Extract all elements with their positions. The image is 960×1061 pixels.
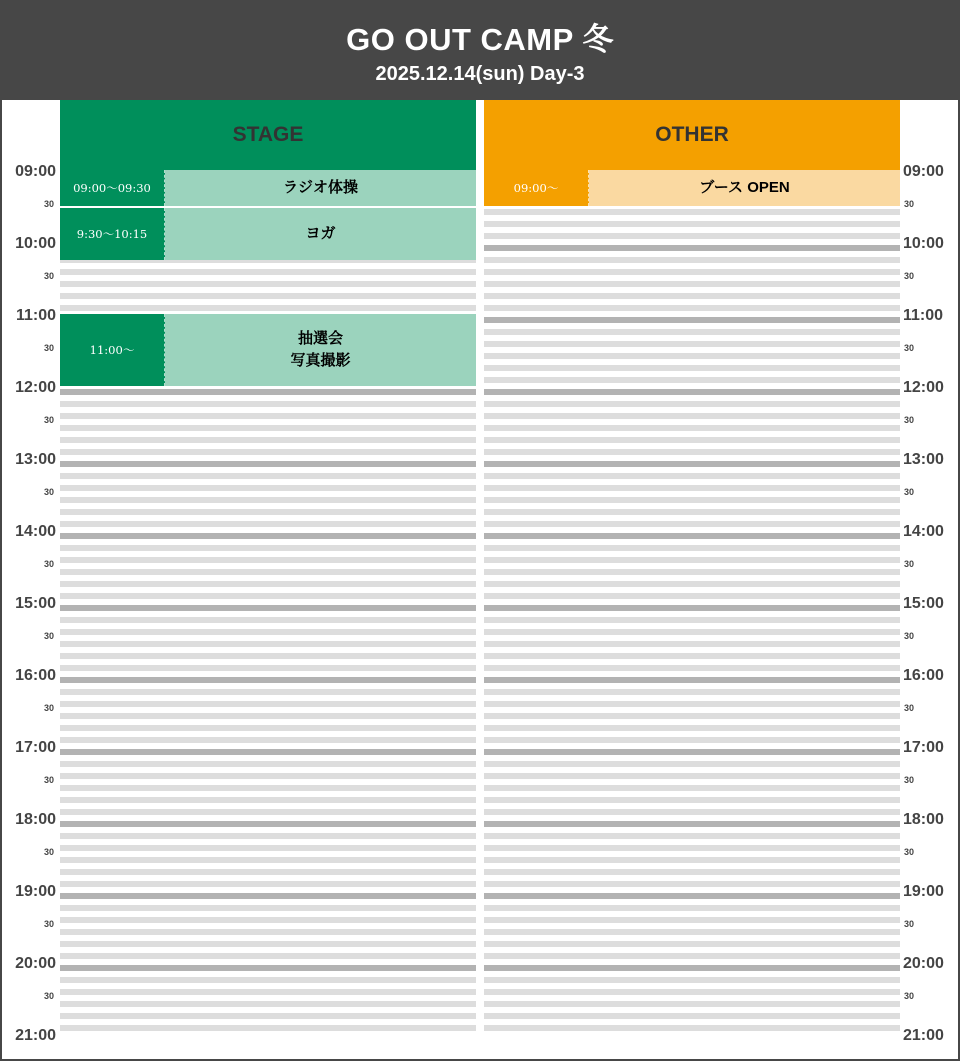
event-block[interactable] bbox=[60, 170, 476, 206]
hour-label: 17:00 bbox=[15, 739, 56, 756]
gridline bbox=[484, 869, 900, 875]
gridline bbox=[60, 785, 476, 791]
half-hour-label: 30 bbox=[43, 703, 54, 713]
gridline bbox=[60, 485, 476, 491]
event-title bbox=[165, 314, 476, 386]
gridline bbox=[484, 509, 900, 515]
half-hour-label: 30 bbox=[43, 991, 54, 1001]
half-hour-label: 30 bbox=[904, 703, 915, 713]
gridline bbox=[484, 437, 900, 443]
gridline bbox=[484, 701, 900, 707]
hour-label: 21:00 bbox=[903, 1027, 944, 1044]
gridline bbox=[484, 1025, 900, 1031]
stage-timeline-grid bbox=[60, 170, 476, 1033]
half-hour-label: 30 bbox=[904, 847, 915, 857]
half-hour-label: 30 bbox=[43, 271, 54, 281]
gridline bbox=[60, 629, 476, 635]
gridline bbox=[484, 473, 900, 479]
event-title-line: ラジオ体操 bbox=[282, 179, 358, 196]
hour-gridline bbox=[60, 461, 476, 467]
half-hour-label: 30 bbox=[43, 199, 54, 209]
hour-label: 15:00 bbox=[15, 595, 56, 612]
gridline bbox=[484, 953, 900, 959]
gridline bbox=[484, 449, 900, 455]
other-column-header: OTHER bbox=[484, 100, 900, 170]
gridline bbox=[60, 929, 476, 935]
gridline bbox=[60, 413, 476, 419]
half-hour-label: 30 bbox=[904, 271, 915, 281]
gridline bbox=[60, 521, 476, 527]
gridline bbox=[60, 917, 476, 923]
gridline bbox=[484, 413, 900, 419]
half-hour-label: 30 bbox=[43, 847, 54, 857]
gridline bbox=[60, 557, 476, 563]
half-hour-label: 30 bbox=[904, 631, 915, 641]
gridline bbox=[484, 857, 900, 863]
hour-gridline bbox=[484, 965, 900, 971]
gridline bbox=[60, 797, 476, 803]
gridline bbox=[484, 665, 900, 671]
gridline bbox=[484, 989, 900, 995]
hour-gridline bbox=[484, 749, 900, 755]
gridline bbox=[484, 809, 900, 815]
hour-label: 10:00 bbox=[903, 235, 944, 252]
gridline bbox=[60, 497, 476, 503]
gridline bbox=[484, 641, 900, 647]
event-time: 09:00〜 bbox=[484, 170, 589, 206]
event-block[interactable] bbox=[60, 208, 476, 260]
gridline bbox=[484, 845, 900, 851]
hour-label: 09:00 bbox=[903, 163, 944, 180]
hour-label: 13:00 bbox=[903, 451, 944, 468]
gridline bbox=[60, 1013, 476, 1019]
gridline bbox=[484, 365, 900, 371]
gridline bbox=[484, 773, 900, 779]
gridline bbox=[60, 905, 476, 911]
gridline bbox=[60, 1025, 476, 1031]
gridline bbox=[60, 701, 476, 707]
hour-gridline bbox=[60, 533, 476, 539]
gridline bbox=[60, 845, 476, 851]
gridline bbox=[484, 653, 900, 659]
gridline bbox=[484, 233, 900, 239]
gridline bbox=[60, 761, 476, 767]
gridline bbox=[484, 281, 900, 287]
gridline bbox=[484, 1001, 900, 1007]
gridline bbox=[60, 305, 476, 311]
gridline bbox=[484, 257, 900, 263]
hour-label: 19:00 bbox=[903, 883, 944, 900]
time-axis-left bbox=[0, 0, 58, 1061]
gridline bbox=[484, 557, 900, 563]
gridline bbox=[484, 737, 900, 743]
event-time: 9:30〜10:15 bbox=[60, 208, 165, 260]
hour-gridline bbox=[60, 389, 476, 395]
gridline bbox=[60, 713, 476, 719]
event-title bbox=[165, 170, 476, 206]
hour-label: 10:00 bbox=[15, 235, 56, 252]
page-date: 2025.12.14(sun) Day-3 bbox=[375, 63, 585, 85]
gridline bbox=[60, 509, 476, 515]
hour-label: 12:00 bbox=[903, 379, 944, 396]
hour-label: 11:00 bbox=[903, 307, 944, 324]
gridline bbox=[60, 593, 476, 599]
gridline bbox=[484, 485, 900, 491]
hour-label: 18:00 bbox=[15, 811, 56, 828]
gridline bbox=[484, 293, 900, 299]
hour-gridline bbox=[484, 245, 900, 251]
hour-gridline bbox=[60, 605, 476, 611]
gridline bbox=[60, 641, 476, 647]
event-title-line: 抽選会 bbox=[297, 330, 343, 347]
half-hour-label: 30 bbox=[43, 415, 54, 425]
event-block[interactable] bbox=[60, 314, 476, 386]
hour-label: 12:00 bbox=[15, 379, 56, 396]
event-time: 11:00〜 bbox=[60, 314, 165, 386]
stage-column-header: STAGE bbox=[60, 100, 476, 170]
hour-gridline bbox=[484, 677, 900, 683]
gridline bbox=[60, 953, 476, 959]
half-hour-label: 30 bbox=[43, 775, 54, 785]
gridline bbox=[60, 569, 476, 575]
hour-label: 16:00 bbox=[15, 667, 56, 684]
half-hour-label: 30 bbox=[904, 343, 915, 353]
gridline bbox=[60, 941, 476, 947]
half-hour-label: 30 bbox=[43, 631, 54, 641]
gridline bbox=[484, 305, 900, 311]
gridline bbox=[484, 833, 900, 839]
gridline bbox=[60, 293, 476, 299]
gridline bbox=[484, 917, 900, 923]
half-hour-label: 30 bbox=[43, 343, 54, 353]
half-hour-label: 30 bbox=[43, 559, 54, 569]
gridline bbox=[60, 977, 476, 983]
gridline bbox=[484, 581, 900, 587]
hour-label: 19:00 bbox=[15, 883, 56, 900]
gridline bbox=[484, 785, 900, 791]
hour-gridline bbox=[484, 461, 900, 467]
gridline bbox=[484, 713, 900, 719]
event-block[interactable] bbox=[484, 170, 900, 206]
gridline bbox=[60, 281, 476, 287]
gridline bbox=[484, 929, 900, 935]
gridline bbox=[484, 725, 900, 731]
hour-label: 11:00 bbox=[15, 307, 56, 324]
hour-gridline bbox=[484, 533, 900, 539]
event-title-line: 写真撮影 bbox=[290, 352, 351, 369]
event-time: 09:00〜09:30 bbox=[60, 170, 165, 206]
gridline bbox=[484, 269, 900, 275]
page-title: GO OUT CAMP 冬 bbox=[346, 22, 614, 57]
gridline bbox=[60, 473, 476, 479]
hour-gridline bbox=[484, 317, 900, 323]
gridline bbox=[484, 629, 900, 635]
gridline bbox=[60, 437, 476, 443]
event-title bbox=[165, 208, 476, 260]
gridline bbox=[60, 425, 476, 431]
gridline bbox=[484, 881, 900, 887]
hour-gridline bbox=[484, 821, 900, 827]
hour-label: 18:00 bbox=[903, 811, 944, 828]
hour-gridline bbox=[484, 389, 900, 395]
event-title-line: ヨガ bbox=[305, 225, 336, 242]
gridline bbox=[60, 449, 476, 455]
stage-column bbox=[60, 100, 476, 1033]
hour-label: 21:00 bbox=[15, 1027, 56, 1044]
hour-label: 16:00 bbox=[903, 667, 944, 684]
hour-label: 20:00 bbox=[903, 955, 944, 972]
gridline bbox=[60, 653, 476, 659]
gridline bbox=[484, 569, 900, 575]
gridline bbox=[484, 941, 900, 947]
gridline bbox=[60, 269, 476, 275]
hour-gridline bbox=[484, 893, 900, 899]
hour-gridline bbox=[60, 965, 476, 971]
hour-gridline bbox=[60, 893, 476, 899]
gridline bbox=[484, 905, 900, 911]
hour-gridline bbox=[484, 605, 900, 611]
gridline bbox=[484, 377, 900, 383]
hour-label: 13:00 bbox=[15, 451, 56, 468]
other-timeline-grid bbox=[484, 170, 900, 1033]
gridline bbox=[484, 593, 900, 599]
event-title-line: ブース OPEN bbox=[699, 179, 790, 196]
half-hour-label: 30 bbox=[904, 919, 915, 929]
hour-gridline bbox=[60, 677, 476, 683]
hour-label: 14:00 bbox=[15, 523, 56, 540]
gridline bbox=[484, 617, 900, 623]
hour-gridline bbox=[60, 749, 476, 755]
other-column bbox=[484, 100, 900, 1033]
hour-label: 17:00 bbox=[903, 739, 944, 756]
gridline bbox=[60, 833, 476, 839]
gridline bbox=[484, 1013, 900, 1019]
gridline bbox=[60, 401, 476, 407]
gridline bbox=[484, 329, 900, 335]
half-hour-label: 30 bbox=[904, 415, 915, 425]
gridline bbox=[484, 341, 900, 347]
gridline bbox=[60, 857, 476, 863]
half-hour-label: 30 bbox=[904, 991, 915, 1001]
gridline bbox=[60, 881, 476, 887]
gridline bbox=[60, 989, 476, 995]
gridline bbox=[484, 521, 900, 527]
half-hour-label: 30 bbox=[904, 559, 915, 569]
hour-label: 15:00 bbox=[903, 595, 944, 612]
gridline bbox=[484, 353, 900, 359]
gridline bbox=[60, 773, 476, 779]
gridline bbox=[60, 809, 476, 815]
half-hour-label: 30 bbox=[43, 919, 54, 929]
gridline bbox=[60, 665, 476, 671]
hour-label: 20:00 bbox=[15, 955, 56, 972]
gridline bbox=[484, 425, 900, 431]
gridline bbox=[60, 869, 476, 875]
gridline bbox=[484, 545, 900, 551]
gridline bbox=[60, 689, 476, 695]
gridline bbox=[484, 977, 900, 983]
half-hour-label: 30 bbox=[904, 775, 915, 785]
gridline bbox=[484, 689, 900, 695]
hour-label: 14:00 bbox=[903, 523, 944, 540]
gridline bbox=[484, 209, 900, 215]
gridline bbox=[60, 737, 476, 743]
event-title bbox=[589, 170, 900, 206]
half-hour-label: 30 bbox=[904, 487, 915, 497]
time-axis-right bbox=[902, 0, 960, 1061]
gridline bbox=[60, 725, 476, 731]
gridline bbox=[60, 581, 476, 587]
gridline bbox=[484, 797, 900, 803]
gridline bbox=[484, 221, 900, 227]
gridline bbox=[60, 1001, 476, 1007]
gridline bbox=[484, 497, 900, 503]
gridline bbox=[484, 761, 900, 767]
gridline bbox=[60, 617, 476, 623]
half-hour-label: 30 bbox=[904, 199, 915, 209]
gridline bbox=[484, 401, 900, 407]
half-hour-label: 30 bbox=[43, 487, 54, 497]
schedule-header bbox=[0, 0, 960, 100]
hour-gridline bbox=[60, 821, 476, 827]
gridline bbox=[60, 545, 476, 551]
hour-label: 09:00 bbox=[15, 163, 56, 180]
